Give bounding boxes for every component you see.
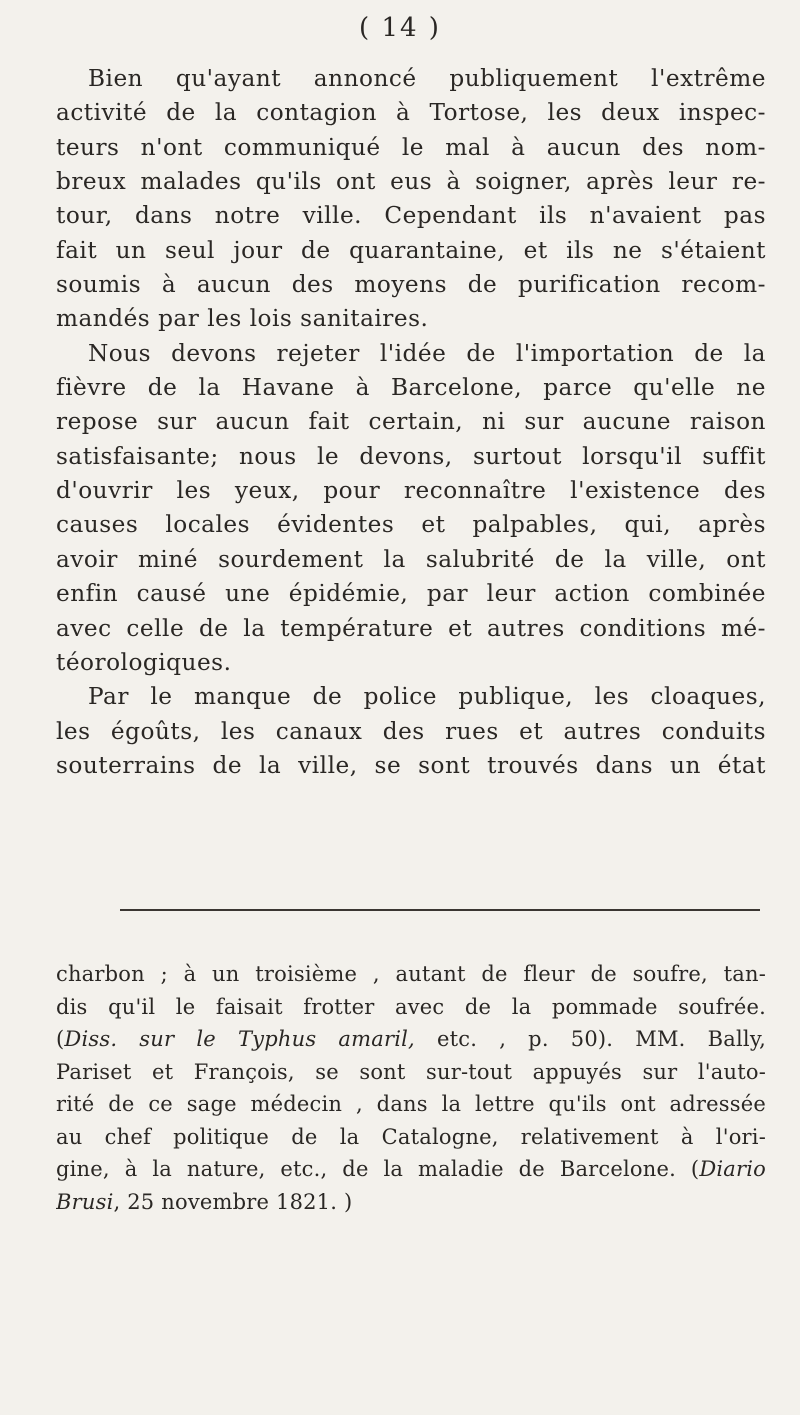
paragraph-2 (56, 337, 766, 680)
text-line: d'ouvrir les yeux, pour reconnaître l'existence des (56, 477, 766, 505)
text-line: tour, dans notre ville. Cependant ils n'avaient pas (56, 202, 766, 230)
footnote-separator (120, 909, 760, 911)
text-line: les égoûts, les canaux des rues et autres conduits (56, 717, 766, 745)
text-line: fait un seul jour de quarantaine, et ils ne s'étaient (56, 236, 766, 264)
text-line: activité de la contagion à Tortose, les deux inspec- (56, 99, 766, 127)
footnote-line (56, 1186, 766, 1219)
footnote-line: charbon ; à un troisième , autant de fleur de soufre, tan- (56, 962, 766, 986)
text-line: fièvre de la Havane à Barcelone, parce qu'elle ne (56, 374, 766, 402)
main-text (56, 62, 766, 783)
footnote-citation-title: Diss. sur le Typhus amaril, (64, 1027, 415, 1051)
text-line: Par le manque de police publique, les cloaques, (88, 683, 766, 711)
footnote-text: gine, à la nature, etc., de la maladie de Barcelone. ( (56, 1157, 700, 1181)
text-line: teurs n'ont communiqué le mal à aucun des nom- (56, 133, 766, 161)
footnote-line: dis qu'il le faisait frotter avec de la pommade soufrée. (56, 994, 766, 1019)
text-line: repose sur aucun fait certain, ni sur aucune raison (56, 408, 766, 436)
footnote-line (56, 1153, 766, 1186)
text-line: avec celle de la température et autres conditions mé- (56, 614, 766, 642)
text-line: causes locales évidentes et palpables, qui, après (56, 511, 766, 539)
footnote-line: Pariset et François, se sont sur-tout appuyés sur l'auto- (56, 1059, 766, 1084)
text-line: Nous devons rejeter l'idée de l'importation de la (88, 339, 766, 367)
text-line: mandés par les lois sanitaires. (56, 305, 429, 333)
footnote-source-title: Diario (699, 1157, 766, 1181)
footnote-line: rité de ce sage médecin , dans la lettre qu'ils ont adressée (56, 1092, 766, 1116)
text-line: satisfaisante; nous le devons, surtout lorsqu'il suffit (56, 442, 766, 470)
footnote-source-date: , 25 novembre 1821. ) (113, 1189, 353, 1214)
footnote (56, 958, 766, 1218)
paragraph-3 (56, 680, 766, 783)
footnote-source-title: Brusi (56, 1189, 114, 1214)
paragraph-1 (56, 62, 766, 337)
text-line: breux malades qu'ils ont eus à soigner, après leur re- (56, 168, 766, 196)
footnote-line: au chef politique de la Catalogne, relativement à l'ori- (56, 1124, 766, 1149)
footnote-paren: ( (56, 1027, 65, 1051)
text-line: Bien qu'ayant annoncé publiquement l'extrême (88, 65, 766, 92)
footnote-citation-rest: etc. , p. 50). MM. Bally, (414, 1027, 766, 1051)
text-line: avoir miné sourdement la salubrité de la ville, ont (56, 545, 766, 573)
footnote-line (56, 1023, 766, 1056)
text-line: soumis à aucun des moyens de purification recom- (56, 271, 766, 299)
text-line: téorologiques. (56, 648, 232, 676)
text-line: enfin causé une épidémie, par leur action combinée (56, 580, 766, 608)
page-number: ( 14 ) (359, 13, 441, 43)
text-line: souterrains de la ville, se sont trouvés dans un état (56, 751, 766, 779)
